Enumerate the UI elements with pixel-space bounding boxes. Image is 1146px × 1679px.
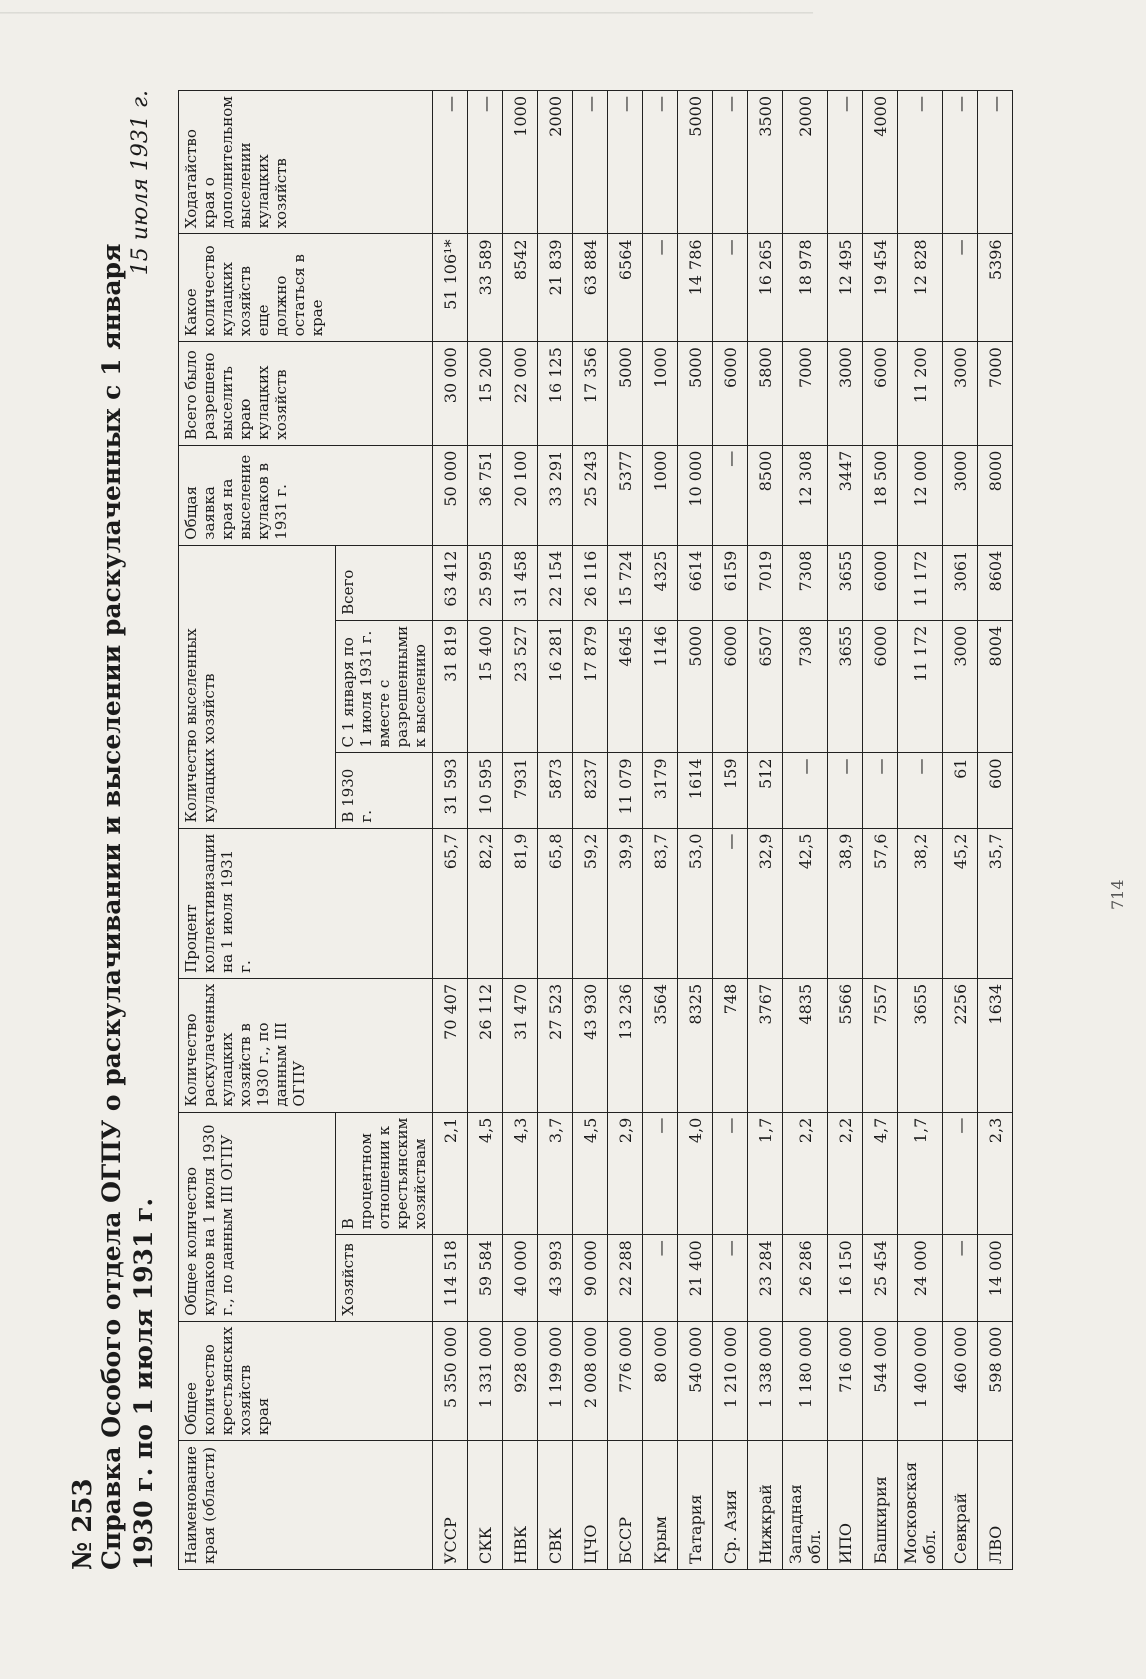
header-evicted-group: Количество выселенных кулацких хозяйств	[179, 545, 336, 828]
cell-evtotal: 25 995	[468, 545, 503, 620]
cell-decided: 3000	[828, 342, 863, 445]
cell-ev1931: 6000	[713, 620, 748, 753]
cell-percent: —	[943, 1112, 978, 1235]
cell-total: 80 000	[643, 1321, 678, 1440]
cell-ev1930: 1614	[678, 753, 713, 828]
bleed-through-text: ──────────────────────────────────────────────────────────────────────────────────────────	[0, 4, 813, 22]
cell-remaining: 5396	[978, 234, 1013, 342]
cell-decided: 11 200	[898, 342, 943, 445]
cell-kulaks: 23 284	[748, 1235, 783, 1321]
cell-collect: —	[713, 828, 748, 978]
cell-total: 1 331 000	[468, 1321, 503, 1440]
cell-collect: 81,9	[503, 828, 538, 978]
cell-evtotal: 15 724	[608, 545, 643, 620]
cell-total: 1 400 000	[898, 1321, 943, 1440]
cell-evtotal: 63 412	[433, 545, 468, 620]
cell-evtotal: 22 154	[538, 545, 573, 620]
cell-total: 1 338 000	[748, 1321, 783, 1440]
cell-total: 1 199 000	[538, 1321, 573, 1440]
cell-region: Татария	[678, 1441, 713, 1570]
cell-region: ЛВО	[978, 1441, 1013, 1570]
cell-remaining: 19 454	[863, 234, 898, 342]
statistics-table-wrapper	[178, 90, 1013, 1570]
header-region: Наименование края (области)	[179, 1441, 433, 1570]
cell-kulaks: —	[943, 1235, 978, 1321]
cell-region: НВК	[503, 1441, 538, 1570]
cell-petition: —	[943, 91, 978, 234]
header-total-households: Общее количество крестьянских хозяйств края	[179, 1321, 433, 1440]
cell-total: 544 000	[863, 1321, 898, 1440]
cell-collect: 57,6	[863, 828, 898, 978]
table-row	[573, 91, 608, 1570]
cell-percent: 4,3	[503, 1112, 538, 1235]
document-number: № 253	[68, 1478, 98, 1570]
cell-decided: 3000	[943, 342, 978, 445]
cell-decided: 16 125	[538, 342, 573, 445]
cell-request: 8500	[748, 445, 783, 545]
cell-ev1931: 31 819	[433, 620, 468, 753]
table-row	[433, 91, 468, 1570]
cell-ev1931: 3000	[943, 620, 978, 753]
cell-kulaks: 25 454	[863, 1235, 898, 1321]
cell-remaining: 12 495	[828, 234, 863, 342]
cell-total: 1 180 000	[783, 1321, 828, 1440]
cell-collect: 45,2	[943, 828, 978, 978]
cell-dekulakized: 3655	[898, 978, 943, 1112]
cell-remaining: 8542	[503, 234, 538, 342]
cell-evtotal: 4325	[643, 545, 678, 620]
cell-ev1930: —	[783, 753, 828, 828]
cell-evtotal: 26 116	[573, 545, 608, 620]
cell-collect: 38,2	[898, 828, 943, 978]
cell-total: 928 000	[503, 1321, 538, 1440]
cell-remaining: 12 828	[898, 234, 943, 342]
cell-request: 50 000	[433, 445, 468, 545]
header-decided-total: Всего было разрешено выселить краю кулацких хозяйств	[179, 342, 433, 445]
cell-ev1930: 7931	[503, 753, 538, 828]
cell-petition: —	[978, 91, 1013, 234]
cell-request: 36 751	[468, 445, 503, 545]
cell-region: Западная обл.	[783, 1441, 828, 1570]
header-petition: Ходатайство края о дополнительном выселении кулацких хозяйств	[179, 91, 433, 234]
cell-region: Севкрай	[943, 1441, 978, 1570]
cell-total: 460 000	[943, 1321, 978, 1440]
cell-collect: 35,7	[978, 828, 1013, 978]
cell-percent: 4,5	[573, 1112, 608, 1235]
cell-total: 5 350 000	[433, 1321, 468, 1440]
table-row	[828, 91, 863, 1570]
cell-ev1930: —	[828, 753, 863, 828]
cell-collect: 65,8	[538, 828, 573, 978]
cell-request: 20 100	[503, 445, 538, 545]
cell-dekulakized: 7557	[863, 978, 898, 1112]
cell-request: —	[713, 445, 748, 545]
cell-dekulakized: 2256	[943, 978, 978, 1112]
cell-ev1931: 6000	[863, 620, 898, 753]
cell-request: 33 291	[538, 445, 573, 545]
cell-ev1931: 6507	[748, 620, 783, 753]
cell-petition: 1000	[503, 91, 538, 234]
cell-request: 3000	[943, 445, 978, 545]
cell-remaining: —	[643, 234, 678, 342]
cell-region: ИПО	[828, 1441, 863, 1570]
cell-ev1931: 3655	[828, 620, 863, 753]
table-row	[678, 91, 713, 1570]
cell-petition: —	[608, 91, 643, 234]
header-region-request: Общая заявка края на выселение кулаков в 1931 г.	[179, 445, 433, 545]
cell-ev1930: 61	[943, 753, 978, 828]
header-kulak-percent: В процентном отношении к крестьянским хозяйствам	[336, 1112, 433, 1235]
cell-remaining: —	[943, 234, 978, 342]
cell-region: УССР	[433, 1441, 468, 1570]
cell-ev1930: 31 593	[433, 753, 468, 828]
cell-petition: —	[468, 91, 503, 234]
cell-evtotal: 3061	[943, 545, 978, 620]
cell-ev1931: 5000	[678, 620, 713, 753]
cell-percent: 2,2	[828, 1112, 863, 1235]
cell-total: 1 210 000	[713, 1321, 748, 1440]
cell-petition: —	[828, 91, 863, 234]
cell-ev1930: 8237	[573, 753, 608, 828]
cell-decided: 15 200	[468, 342, 503, 445]
cell-decided: 6000	[713, 342, 748, 445]
cell-ev1930: 11 079	[608, 753, 643, 828]
cell-dekulakized: 13 236	[608, 978, 643, 1112]
cell-region: Ср. Азия	[713, 1441, 748, 1570]
cell-dekulakized: 5566	[828, 978, 863, 1112]
cell-ev1931: 1146	[643, 620, 678, 753]
cell-request: 25 243	[573, 445, 608, 545]
cell-dekulakized: 31 470	[503, 978, 538, 1112]
cell-kulaks: 14 000	[978, 1235, 1013, 1321]
cell-decided: 6000	[863, 342, 898, 445]
header-evicted-1930: В 1930 г.	[336, 753, 433, 828]
cell-evtotal: 7308	[783, 545, 828, 620]
cell-percent: 2,9	[608, 1112, 643, 1235]
cell-dekulakized: 26 112	[468, 978, 503, 1112]
cell-total: 598 000	[978, 1321, 1013, 1440]
cell-collect: 65,7	[433, 828, 468, 978]
cell-total: 776 000	[608, 1321, 643, 1440]
cell-collect: 59,2	[573, 828, 608, 978]
header-kulak-households: Хозяйств	[336, 1235, 433, 1321]
cell-petition: 5000	[678, 91, 713, 234]
cell-dekulakized: 27 523	[538, 978, 573, 1112]
cell-petition: —	[713, 91, 748, 234]
cell-region: Московская обл.	[898, 1441, 943, 1570]
cell-decided: 7000	[978, 342, 1013, 445]
statistics-table	[178, 90, 1013, 1570]
cell-region: Крым	[643, 1441, 678, 1570]
document-date: 15 июля 1931 г.	[128, 90, 153, 276]
cell-ev1930: 600	[978, 753, 1013, 828]
cell-region: Башкирия	[863, 1441, 898, 1570]
cell-ev1931: 16 281	[538, 620, 573, 753]
cell-petition: —	[643, 91, 678, 234]
cell-remaining: 18 978	[783, 234, 828, 342]
table-row	[863, 91, 898, 1570]
cell-collect: 42,5	[783, 828, 828, 978]
cell-percent: 4,0	[678, 1112, 713, 1235]
cell-request: 5377	[608, 445, 643, 545]
header-evicted-total: Всего	[336, 545, 433, 620]
cell-remaining: 33 589	[468, 234, 503, 342]
header-remaining: Какое количество кулацких хозяйств еще должно остаться в крае	[179, 234, 433, 342]
cell-total: 716 000	[828, 1321, 863, 1440]
cell-kulaks: 26 286	[783, 1235, 828, 1321]
cell-kulaks: —	[643, 1235, 678, 1321]
table-row	[503, 91, 538, 1570]
cell-collect: 39,9	[608, 828, 643, 978]
cell-petition: 2000	[538, 91, 573, 234]
cell-dekulakized: 1634	[978, 978, 1013, 1112]
cell-ev1930: 512	[748, 753, 783, 828]
header-evicted-1931: С 1 января по 1 июля 1931 г. вместе с разрешенными к выселению	[336, 620, 433, 753]
cell-dekulakized: 4835	[783, 978, 828, 1112]
table-body	[433, 91, 1013, 1570]
cell-region: СВК	[538, 1441, 573, 1570]
cell-decided: 7000	[783, 342, 828, 445]
cell-remaining: 6564	[608, 234, 643, 342]
cell-dekulakized: 43 930	[573, 978, 608, 1112]
cell-kulaks: 40 000	[503, 1235, 538, 1321]
cell-collect: 38,9	[828, 828, 863, 978]
cell-ev1930: —	[898, 753, 943, 828]
cell-evtotal: 3655	[828, 545, 863, 620]
cell-dekulakized: 70 407	[433, 978, 468, 1112]
cell-decided: 30 000	[433, 342, 468, 445]
cell-ev1930: 3179	[643, 753, 678, 828]
cell-ev1930: —	[863, 753, 898, 828]
cell-request: 10 000	[678, 445, 713, 545]
cell-request: 1000	[643, 445, 678, 545]
cell-total: 2 008 000	[573, 1321, 608, 1440]
cell-region: СКК	[468, 1441, 503, 1570]
cell-percent: —	[643, 1112, 678, 1235]
cell-collect: 53,0	[678, 828, 713, 978]
cell-kulaks: 90 000	[573, 1235, 608, 1321]
cell-kulaks: —	[713, 1235, 748, 1321]
cell-region: БССР	[608, 1441, 643, 1570]
table-row	[468, 91, 503, 1570]
cell-collect: 82,2	[468, 828, 503, 978]
table-row	[538, 91, 573, 1570]
cell-petition: 3500	[748, 91, 783, 234]
cell-dekulakized: 8325	[678, 978, 713, 1112]
cell-remaining: 21 839	[538, 234, 573, 342]
cell-percent: 4,7	[863, 1112, 898, 1235]
cell-collect: 32,9	[748, 828, 783, 978]
table-row	[978, 91, 1013, 1570]
table-row	[643, 91, 678, 1570]
cell-evtotal: 31 458	[503, 545, 538, 620]
rotated-page	[28, 50, 1128, 1610]
cell-kulaks: 43 993	[538, 1235, 573, 1321]
cell-evtotal: 7019	[748, 545, 783, 620]
table-row	[748, 91, 783, 1570]
cell-region: ЦЧО	[573, 1441, 608, 1570]
header-collectivization-percent: Процент коллективизации на 1 июля 1931 г.	[179, 828, 433, 978]
cell-percent: 2,2	[783, 1112, 828, 1235]
cell-dekulakized: 748	[713, 978, 748, 1112]
cell-collect: 83,7	[643, 828, 678, 978]
cell-evtotal: 11 172	[898, 545, 943, 620]
cell-evtotal: 8604	[978, 545, 1013, 620]
cell-ev1931: 8004	[978, 620, 1013, 753]
cell-evtotal: 6159	[713, 545, 748, 620]
cell-decided: 5000	[608, 342, 643, 445]
cell-percent: —	[713, 1112, 748, 1235]
document-title: Справка Особого отдела ОГПУ о раскулачивании и выселении раскулаченных с 1 января 1930 г. по 1 июля 1931 г.	[97, 243, 158, 1570]
cell-percent: 2,1	[433, 1112, 468, 1235]
cell-remaining: 14 786	[678, 234, 713, 342]
cell-remaining: —	[713, 234, 748, 342]
cell-decided: 5000	[678, 342, 713, 445]
cell-ev1931: 4645	[608, 620, 643, 753]
cell-decided: 22 000	[503, 342, 538, 445]
cell-request: 8000	[978, 445, 1013, 545]
cell-kulaks: 16 150	[828, 1235, 863, 1321]
cell-petition: 2000	[783, 91, 828, 234]
cell-dekulakized: 3564	[643, 978, 678, 1112]
cell-request: 12 308	[783, 445, 828, 545]
cell-kulaks: 59 584	[468, 1235, 503, 1321]
cell-remaining: 63 884	[573, 234, 608, 342]
header-dekulakized: Количество раскулаченных кулацких хозяйств в 1930 г., по данным III ОГПУ	[179, 978, 433, 1112]
cell-percent: 1,7	[748, 1112, 783, 1235]
cell-decided: 17 356	[573, 342, 608, 445]
cell-remaining: 51 106¹*	[433, 234, 468, 342]
cell-petition: 4000	[863, 91, 898, 234]
cell-evtotal: 6000	[863, 545, 898, 620]
cell-kulaks: 24 000	[898, 1235, 943, 1321]
table-row	[783, 91, 828, 1570]
cell-total: 540 000	[678, 1321, 713, 1440]
table-row	[608, 91, 643, 1570]
cell-percent: 3,7	[538, 1112, 573, 1235]
cell-ev1930: 10 595	[468, 753, 503, 828]
cell-ev1931: 7308	[783, 620, 828, 753]
cell-petition: —	[433, 91, 468, 234]
page-folio: 714	[1108, 879, 1127, 910]
cell-decided: 1000	[643, 342, 678, 445]
cell-ev1931: 23 527	[503, 620, 538, 753]
table-row	[898, 91, 943, 1570]
cell-ev1930: 159	[713, 753, 748, 828]
table-row	[943, 91, 978, 1570]
cell-evtotal: 6614	[678, 545, 713, 620]
cell-petition: —	[898, 91, 943, 234]
cell-percent: 1,7	[898, 1112, 943, 1235]
cell-ev1931: 15 400	[468, 620, 503, 753]
cell-kulaks: 21 400	[678, 1235, 713, 1321]
cell-request: 3447	[828, 445, 863, 545]
cell-kulaks: 114 518	[433, 1235, 468, 1321]
cell-request: 18 500	[863, 445, 898, 545]
cell-ev1930: 5873	[538, 753, 573, 828]
cell-petition: —	[573, 91, 608, 234]
header-kulak-total-group: Общее количество кулаков на 1 июля 1930 г., по данным III ОГПУ	[179, 1112, 336, 1321]
cell-percent: 2,3	[978, 1112, 1013, 1235]
table-row	[713, 91, 748, 1570]
cell-request: 12 000	[898, 445, 943, 545]
cell-kulaks: 22 288	[608, 1235, 643, 1321]
cell-ev1931: 11 172	[898, 620, 943, 753]
cell-region: Нижкрай	[748, 1441, 783, 1570]
cell-dekulakized: 3767	[748, 978, 783, 1112]
cell-ev1931: 17 879	[573, 620, 608, 753]
cell-decided: 5800	[748, 342, 783, 445]
cell-percent: 4,5	[468, 1112, 503, 1235]
cell-remaining: 16 265	[748, 234, 783, 342]
